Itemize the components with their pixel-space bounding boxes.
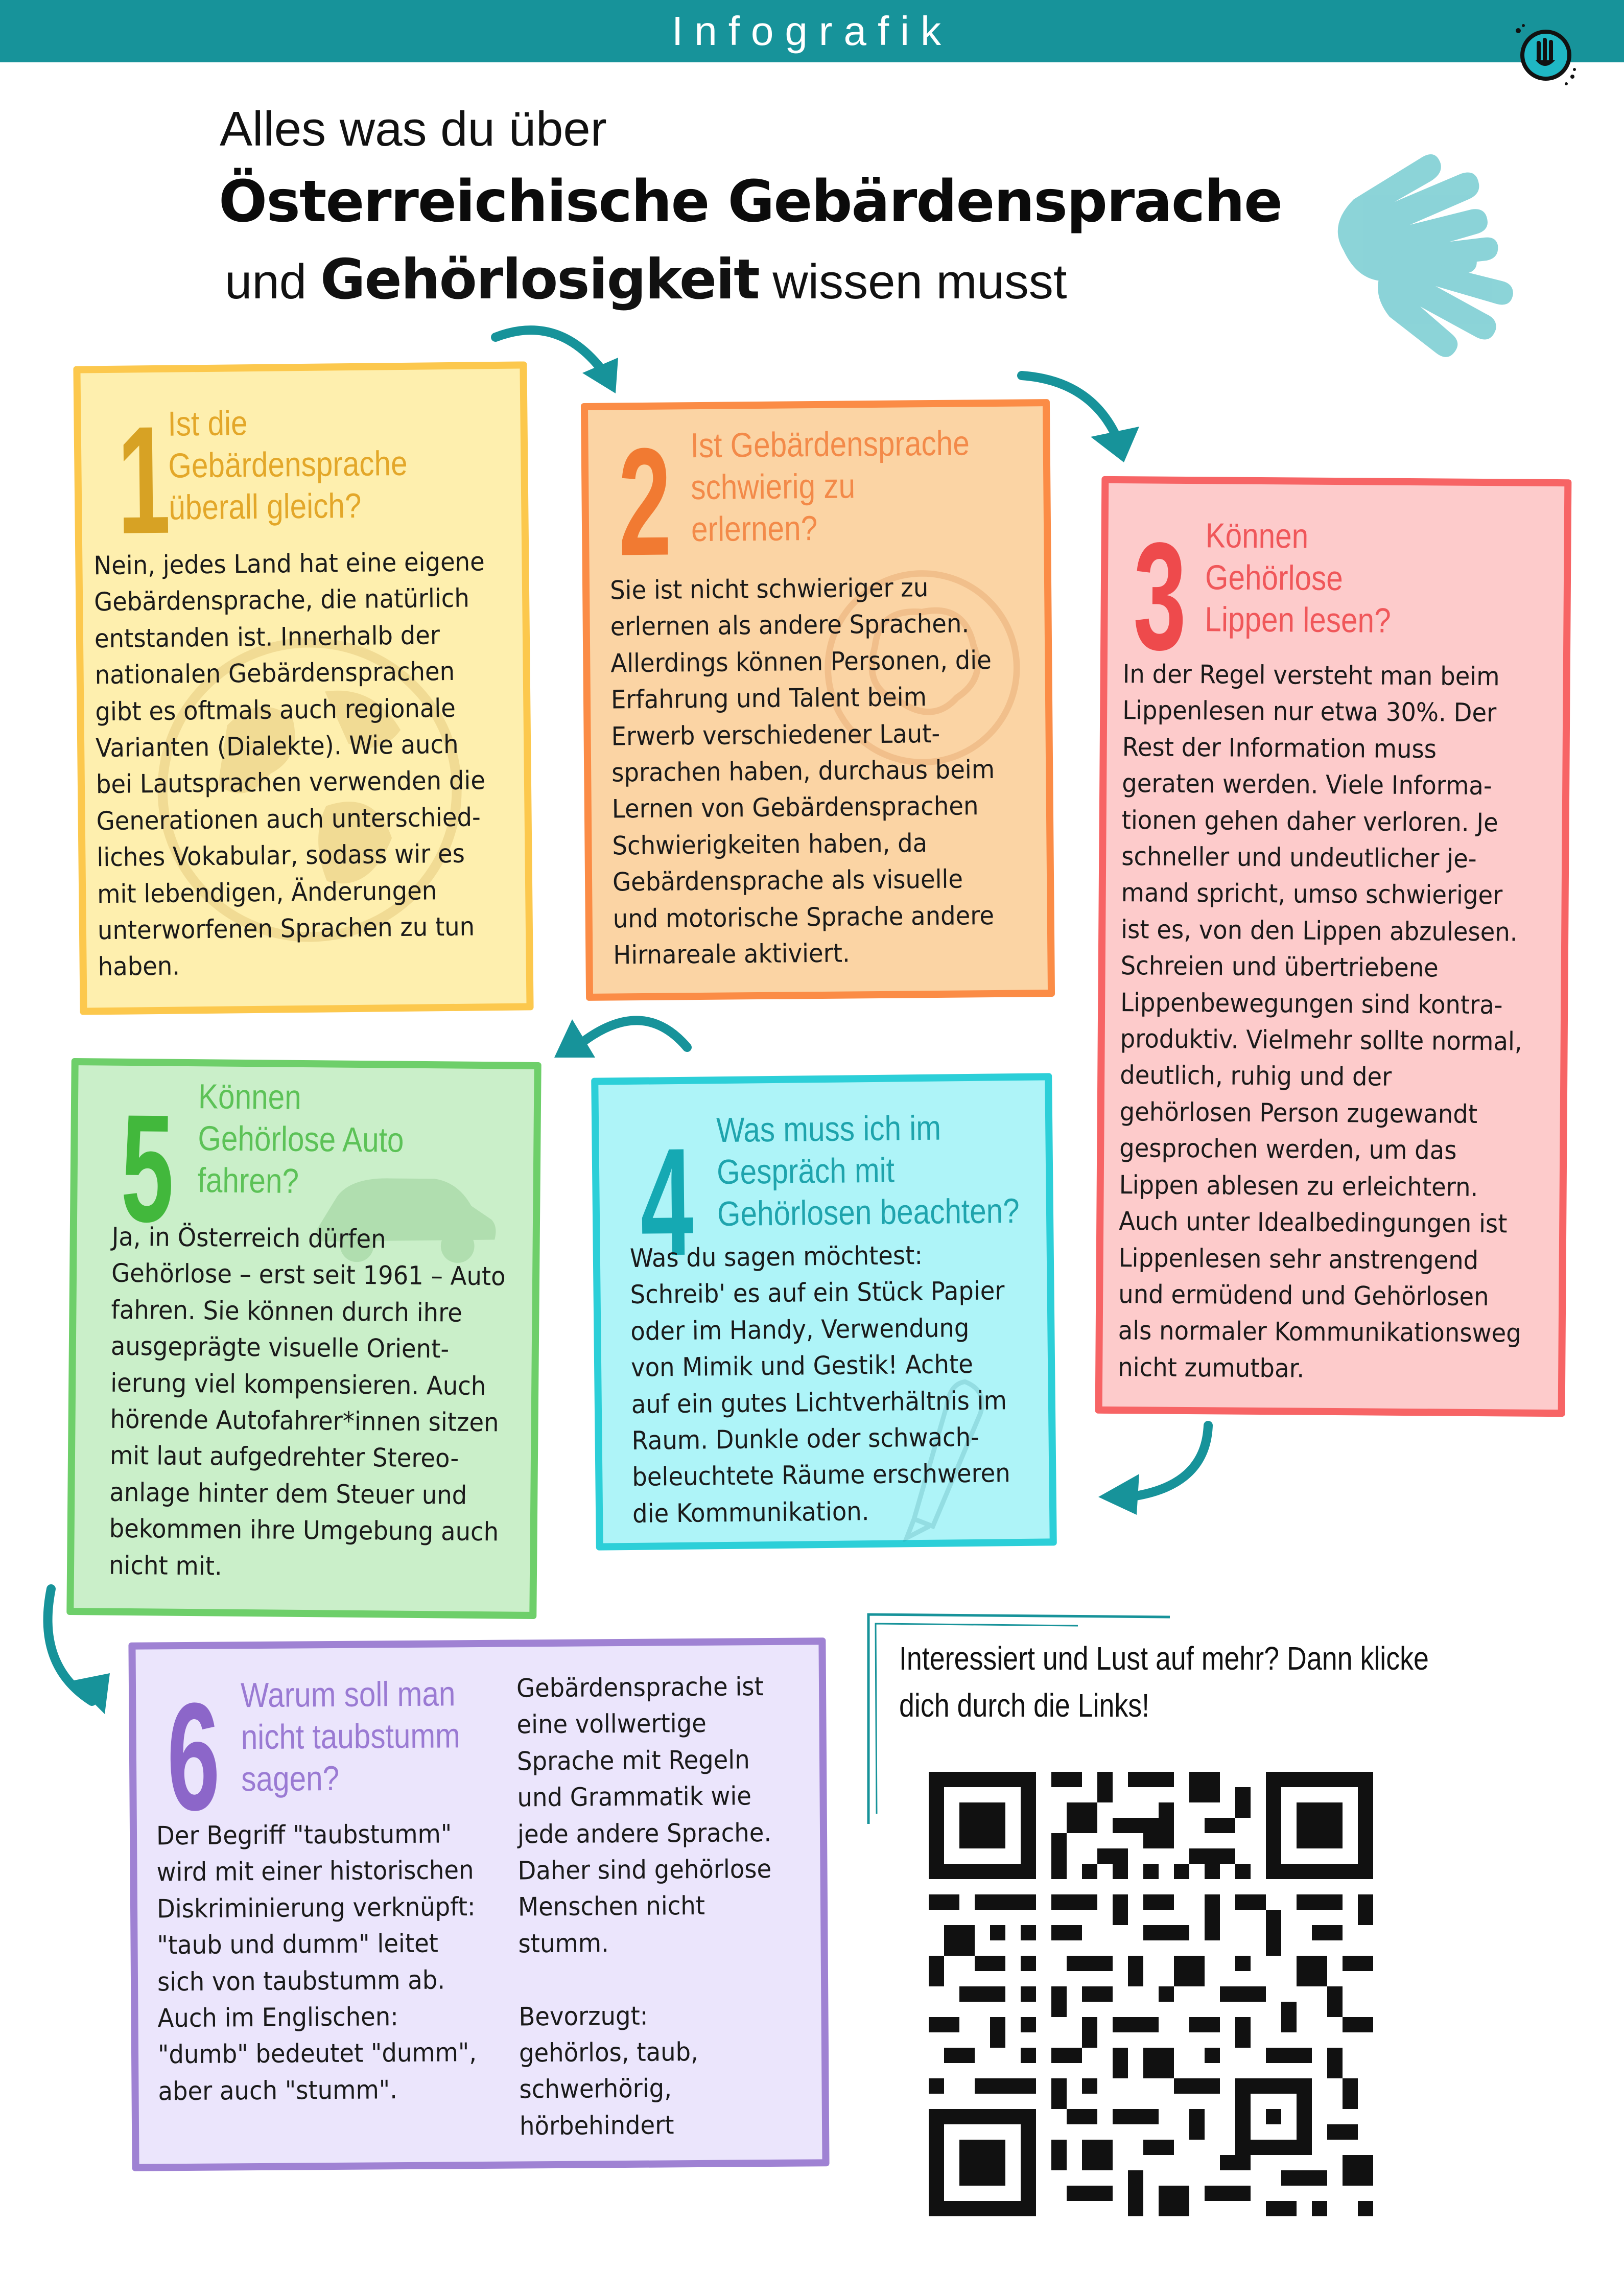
card-1-question-line: Ist die: [168, 404, 248, 443]
card-6-body-right: Gebärdensprache ist eine vollwertige Sprache mit Regeln und Grammatik wie jede andere Sprache. Daher sind gehörlose Menschen nicht stumm. Bevorzugt: gehörlos, taub, schwerhörig, hörbehindert: [516, 1672, 772, 2141]
card-3-question: [1205, 514, 1392, 642]
links-text: Interessiert und Lust auf mehr? Dann klicke dich durch die Links!: [899, 1640, 1429, 1724]
card-3: [1095, 476, 1572, 1417]
card-3-question-line: Können: [1205, 516, 1309, 556]
card-5-body: Ja, in Österreich dürfen Gehörlose – erst seit 1961 – Auto fahren. Sie können durch ihre ausgeprägte visuelle Orient- ierung viel kompensieren. Auch hörende Autofahrer*innen sitzen mit laut aufgedrehter Stereo- anlage hinter dem Steuer und bekommen ihre Umgebung auch nicht mit.: [108, 1222, 506, 1581]
card-5: [66, 1058, 541, 1619]
card-4-question: [716, 1106, 1020, 1235]
card-2: [581, 399, 1055, 1001]
card-4-question-line: Gespräch mit: [716, 1151, 895, 1192]
card-5-question: [197, 1075, 404, 1203]
arrow-4-to-5: [542, 1001, 695, 1078]
card-3-number: 3: [1133, 510, 1187, 682]
card-1-question-line: Gebärdensprache: [168, 443, 408, 485]
arrow-3-to-4: [1088, 1420, 1221, 1517]
card-4-body: Was du sagen möchtest: Schreib' es auf ein Stück Papier oder im Handy, Verwendung von Mimik und Gestik! Achte auf ein gutes Lichtverhältnis im Raum. Dunkle oder schwach- beleuchtete Räume erschweren die Kommunikation.: [629, 1240, 1011, 1529]
title-line3-pre: und: [225, 254, 307, 309]
card-1-question: [168, 401, 408, 529]
card-1: [73, 361, 533, 1015]
card-6-question-line: sagen?: [241, 1759, 340, 1799]
card-6-question: [241, 1673, 461, 1800]
card-1-body: Nein, jedes Land hat eine eigene Gebärdensprache, die natürlich entstanden ist. Innerhalb der nationalen Gebärdensprachen gibt es oftmals auch regionale Varianten (Dialekte). Wie auch bei Lautsprachen verwenden die Generationen auch unterschied- liches Vokabular, sodass wir es mit lebendigen, Änderungen unterworfenen Sprachen zu tun haben.: [93, 547, 486, 982]
card-6-body: Der Begriff "taubstumm" wird mit einer historischen Diskriminierung verknüpft: "taub und dumm" leitet sich von taubstumm ab. Auch im Englischen: "dumb" bedeutet "dumm", aber auch "stumm".: [156, 1819, 477, 2106]
card-2-body: Sie ist nicht schwieriger zu erlernen als andere Sprachen. Allerdings können Personen, die Erfahrung und Talent beim Erwerb verschiedener Laut- sprachen haben, durchaus beim Lernen von Gebärdensprachen Schwierigkeiten haben, da Gebärdensprache als visuelle und motorische Sprache andere Hirnareale aktiviert.: [609, 573, 995, 970]
card-5-question-line: Können: [198, 1077, 302, 1117]
title-line3: [225, 248, 1067, 312]
card-2-number: 2: [618, 415, 672, 588]
card-4-question-line: Was muss ich im: [716, 1108, 942, 1150]
card-4-number: 4: [639, 1115, 694, 1288]
card-2-question-line: schwierig zu: [691, 466, 856, 507]
card-3-question-line: Gehörlose: [1205, 558, 1344, 598]
card-2-question-line: erlernen?: [691, 508, 818, 549]
card-6-number: 6: [166, 1670, 221, 1843]
title-line3-bold: Gehörlosigkeit: [320, 248, 759, 312]
card-1-number: 1: [116, 393, 171, 566]
card-4: [591, 1073, 1057, 1550]
banner: Infografik: [0, 0, 1624, 62]
card-5-number: 5: [120, 1082, 175, 1254]
card-2-question: [690, 422, 970, 550]
card-6-question-line: Warum soll man: [240, 1674, 456, 1715]
card-5-question-line: Gehörlose Auto: [198, 1119, 404, 1160]
card-4-question-line: Gehörlosen beachten?: [717, 1191, 1020, 1234]
card-3-question-line: Lippen lesen?: [1205, 600, 1391, 640]
card-2-question-line: Ist Gebärdensprache: [690, 424, 970, 465]
hand-logo-icon[interactable]: [1511, 20, 1578, 87]
title-line1: Alles was du über: [220, 102, 607, 156]
card-1-question-line: überall gleich?: [168, 486, 362, 527]
qr-code-icon[interactable]: [929, 1772, 1373, 2216]
card-6-question-line: nicht taubstumm: [241, 1716, 461, 1757]
card-3-body: In der Regel versteht man beim Lippenlesen nur etwa 30%. Der Rest der Information muss geraten werden. Viele Informa- tionen gehen daher verloren. Je schneller und undeutlicher je- mand spricht, umso schwieriger ist es, von den Lippen abzulesen. Schreien und übertriebene Lippenbewegungen sind kontra- produktiv. Vielmehr sollte normal, deutlich, ruhig und der gehörlosen Person zugewandt gesprochen werden, um das Lippen ablesen zu erleichtern. Auch unter Idealbedingungen ist Lippenlesen sehr anstrengend und ermüdend und Gehörlosen als normaler Kommunikationsweg nicht zumutbar.: [1118, 659, 1522, 1384]
card-6: [128, 1637, 829, 2171]
title-line3-post: wissen musst: [772, 254, 1067, 309]
signing-hands-icon: [1267, 97, 1553, 363]
card-5-question-line: fahren?: [197, 1161, 299, 1201]
title-main: Österreichische Gebärdensprache: [219, 169, 1282, 235]
